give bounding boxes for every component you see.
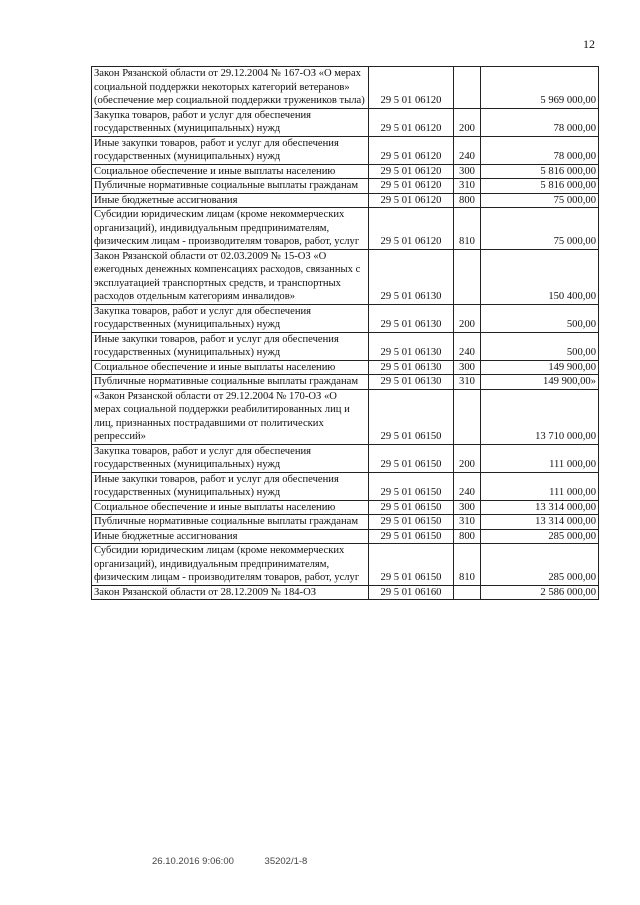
row-code-cell: 29 5 01 06120 [369, 67, 454, 109]
row-amount-cell: 149 900,00 [481, 360, 599, 375]
row-code-cell: 29 5 01 06120 [369, 193, 454, 208]
row-amount-cell: 111 000,00 [481, 472, 599, 500]
row-code-cell: 29 5 01 06130 [369, 375, 454, 390]
row-code-cell: 29 5 01 06150 [369, 389, 454, 444]
row-name-cell: Закупка товаров, работ и услуг для обеспечения государственных (муниципальных) нужд [92, 108, 369, 136]
row-code-cell: 29 5 01 06120 [369, 179, 454, 194]
table-row [92, 193, 599, 208]
row-expense-type-cell: 300 [454, 164, 481, 179]
row-amount-cell: 500,00 [481, 332, 599, 360]
row-name-cell: Публичные нормативные социальные выплаты гражданам [92, 515, 369, 530]
row-code-cell: 29 5 01 06130 [369, 360, 454, 375]
row-name-cell: Публичные нормативные социальные выплаты гражданам [92, 179, 369, 194]
row-code-cell: 29 5 01 06150 [369, 515, 454, 530]
row-expense-type-cell: 310 [454, 515, 481, 530]
budget-table [91, 66, 599, 600]
row-code-cell: 29 5 01 06120 [369, 108, 454, 136]
row-amount-cell: 149 900,00» [481, 375, 599, 390]
table-row [92, 472, 599, 500]
table-row [92, 208, 599, 250]
table-row [92, 544, 599, 586]
table-row [92, 304, 599, 332]
table-row [92, 67, 599, 109]
row-expense-type-cell: 200 [454, 444, 481, 472]
row-expense-type-cell [454, 585, 481, 600]
page-number: 12 [583, 37, 595, 51]
row-expense-type-cell: 300 [454, 360, 481, 375]
row-name-cell: Закон Рязанской области от 02.03.2009 № 15-ОЗ «О ежегодных денежных компенсациях расходов, связанных с эксплуатацией транспортных средств, и транспортных расходов отдельным категориям инвалидов» [92, 249, 369, 304]
row-amount-cell: 78 000,00 [481, 136, 599, 164]
table-row [92, 249, 599, 304]
footer-timestamp: 26.10.2016 9:06:00 [152, 856, 234, 867]
row-code-cell: 29 5 01 06150 [369, 500, 454, 515]
row-code-cell: 29 5 01 06150 [369, 444, 454, 472]
table-row [92, 136, 599, 164]
row-expense-type-cell [454, 249, 481, 304]
row-amount-cell: 13 314 000,00 [481, 500, 599, 515]
row-amount-cell: 78 000,00 [481, 108, 599, 136]
table-row [92, 332, 599, 360]
footer-doc-id: 35202/1-8 [264, 856, 308, 867]
row-amount-cell: 13 314 000,00 [481, 515, 599, 530]
row-name-cell: Социальное обеспечение и иные выплаты населению [92, 164, 369, 179]
row-expense-type-cell: 240 [454, 136, 481, 164]
row-expense-type-cell: 200 [454, 108, 481, 136]
table-row [92, 179, 599, 194]
row-name-cell: Закупка товаров, работ и услуг для обеспечения государственных (муниципальных) нужд [92, 444, 369, 472]
row-amount-cell: 5 969 000,00 [481, 67, 599, 109]
row-expense-type-cell: 200 [454, 304, 481, 332]
row-name-cell: Субсидии юридическим лицам (кроме некоммерческих организаций), индивидуальным предпринимателям, физическим лицам - производителям товаров, работ, услуг [92, 544, 369, 586]
table-row [92, 360, 599, 375]
row-name-cell: Закон Рязанской области от 28.12.2009 № 184-ОЗ [92, 585, 369, 600]
row-expense-type-cell: 240 [454, 332, 481, 360]
row-expense-type-cell [454, 389, 481, 444]
row-name-cell: Иные закупки товаров, работ и услуг для обеспечения государственных (муниципальных) нужд [92, 472, 369, 500]
row-name-cell: Иные бюджетные ассигнования [92, 529, 369, 544]
row-name-cell: Иные закупки товаров, работ и услуг для обеспечения государственных (муниципальных) нужд [92, 136, 369, 164]
row-expense-type-cell [454, 67, 481, 109]
row-code-cell: 29 5 01 06120 [369, 136, 454, 164]
row-code-cell: 29 5 01 06160 [369, 585, 454, 600]
row-expense-type-cell: 810 [454, 544, 481, 586]
row-expense-type-cell: 300 [454, 500, 481, 515]
row-name-cell: Закупка товаров, работ и услуг для обеспечения государственных (муниципальных) нужд [92, 304, 369, 332]
table-row [92, 389, 599, 444]
page-footer [152, 856, 335, 867]
table-row [92, 108, 599, 136]
row-amount-cell: 75 000,00 [481, 193, 599, 208]
row-name-cell: Иные бюджетные ассигнования [92, 193, 369, 208]
table-row [92, 164, 599, 179]
table-row [92, 529, 599, 544]
row-name-cell: Субсидии юридическим лицам (кроме некоммерческих организаций), индивидуальным предпринимателям, физическим лицам - производителям товаров, работ, услуг [92, 208, 369, 250]
row-amount-cell: 2 586 000,00 [481, 585, 599, 600]
row-amount-cell: 285 000,00 [481, 544, 599, 586]
budget-table-body [92, 67, 599, 600]
row-expense-type-cell: 240 [454, 472, 481, 500]
row-amount-cell: 111 000,00 [481, 444, 599, 472]
row-expense-type-cell: 310 [454, 375, 481, 390]
row-name-cell: Публичные нормативные социальные выплаты гражданам [92, 375, 369, 390]
row-code-cell: 29 5 01 06120 [369, 164, 454, 179]
row-code-cell: 29 5 01 06150 [369, 472, 454, 500]
row-code-cell: 29 5 01 06130 [369, 304, 454, 332]
row-name-cell: Иные закупки товаров, работ и услуг для обеспечения государственных (муниципальных) нужд [92, 332, 369, 360]
table-row [92, 375, 599, 390]
row-code-cell: 29 5 01 06130 [369, 332, 454, 360]
row-code-cell: 29 5 01 06120 [369, 208, 454, 250]
row-name-cell: «Закон Рязанской области от 29.12.2004 № 170-ОЗ «О мерах социальной поддержки реабилитированных лиц и лиц, признанных пострадавшими от политических репрессий» [92, 389, 369, 444]
row-expense-type-cell: 800 [454, 529, 481, 544]
row-code-cell: 29 5 01 06150 [369, 529, 454, 544]
row-amount-cell: 150 400,00 [481, 249, 599, 304]
row-name-cell: Социальное обеспечение и иные выплаты населению [92, 500, 369, 515]
row-amount-cell: 5 816 000,00 [481, 179, 599, 194]
row-expense-type-cell: 800 [454, 193, 481, 208]
row-name-cell: Социальное обеспечение и иные выплаты населению [92, 360, 369, 375]
table-row [92, 444, 599, 472]
table-row [92, 585, 599, 600]
row-expense-type-cell: 810 [454, 208, 481, 250]
table-row [92, 515, 599, 530]
row-expense-type-cell: 310 [454, 179, 481, 194]
row-amount-cell: 285 000,00 [481, 529, 599, 544]
row-code-cell: 29 5 01 06130 [369, 249, 454, 304]
row-amount-cell: 75 000,00 [481, 208, 599, 250]
row-name-cell: Закон Рязанской области от 29.12.2004 № 167-ОЗ «О мерах социальной поддержки некоторых категорий ветеранов» (обеспечение мер социальной поддержки тружеников тыла) [92, 67, 369, 109]
row-amount-cell: 500,00 [481, 304, 599, 332]
table-row [92, 500, 599, 515]
row-amount-cell: 13 710 000,00 [481, 389, 599, 444]
row-amount-cell: 5 816 000,00 [481, 164, 599, 179]
row-code-cell: 29 5 01 06150 [369, 544, 454, 586]
